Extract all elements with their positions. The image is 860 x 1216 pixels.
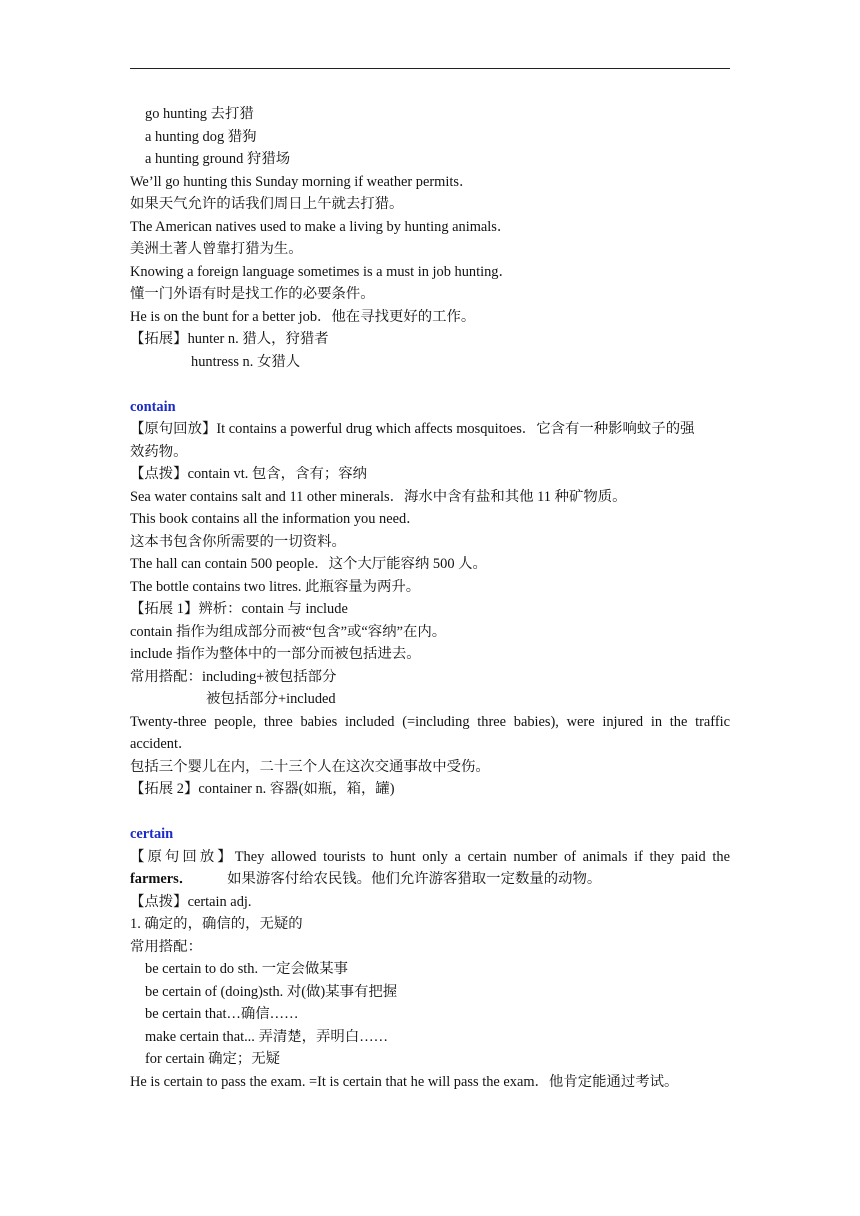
example-sentence: This book contains all the information you need． [130, 511, 421, 527]
collocation-label: 常用搭配： [130, 938, 202, 955]
example-sentence: Knowing a foreign language sometimes is a must in job hunting． [130, 263, 513, 280]
explanation-line: include 指作为整体中的一部分而被包括进去。 [130, 646, 421, 662]
header-rule [130, 68, 730, 69]
meaning-line: 1. 确定的，确信的，无疑的 [130, 916, 303, 932]
explanation-line: contain 指作为组成部分而被“包含”或“容纳”在内。 [130, 623, 447, 640]
phrase-line: for certain 确定；无疑 [145, 1051, 281, 1067]
document-body [130, 103, 730, 1093]
collocation-line: 常用搭配：including+被包括部分 [130, 668, 337, 685]
tip-line: 【点拨】contain vt. 包含，含有；容纳 [130, 466, 368, 482]
collocation-line: 被包括部分+included [206, 691, 336, 707]
example-translation: 如果天气允许的话我们周日上午就去打猎。 [130, 196, 404, 212]
extension-line: 【拓展 2】container n. 容器(如瓶，箱，罐) [130, 781, 395, 797]
phrase-line: be certain to do sth. 一定会做某事 [145, 961, 349, 977]
example-sentence: He is certain to pass the exam. =It is certain that he will pass the exam．他肯定能通过考试。 [130, 1073, 679, 1090]
entry-heading-contain: contain [130, 398, 176, 415]
example-translation: 美洲土著人曾靠打猎为生。 [130, 241, 303, 257]
section-gap [130, 373, 730, 396]
example-sentence: Twenty-three people, three babies included (=including three babies), were injured in the traffic [130, 713, 730, 730]
example-translation: 这本书包含你所需要的一切资料。 [130, 533, 346, 550]
tip-line: 【点拨】certain adj. [130, 893, 252, 910]
phrase-line: be certain of (doing)sth. 对(做)某事有把握 [145, 983, 398, 1000]
example-translation: 懂一门外语有时是找工作的必要条件。 [130, 286, 375, 302]
original-sentence-cont: 效药物。 [130, 443, 188, 460]
extension-line: huntress n. 女猎人 [191, 353, 301, 370]
example-sentence: The hall can contain 500 people．这个大厅能容纳 500 人。 [130, 556, 487, 572]
original-sentence: 【原句回放】It contains a powerful drug which affects mosquitoes．它含有一种影响蚊子的强 [130, 421, 695, 437]
phrase-line: make certain that... 弄清楚，弄明白…… [145, 1028, 388, 1045]
original-sentence: 【原句回放】They allowed tourists to hunt only a certain number of animals if they paid the [130, 848, 730, 865]
original-sentence-cont [130, 868, 730, 891]
example-sentence: We’ll go hunting this Sunday morning if weather permits． [130, 173, 474, 190]
section-gap [130, 801, 730, 824]
bold-word: farmers． [130, 871, 194, 887]
extension-line: 【拓展 1】辨析：contain 与 include [130, 601, 348, 617]
example-translation: 包括三个婴儿在内，二十三个人在这次交通事故中受伤。 [130, 758, 490, 775]
phrase-line: a hunting dog 猎狗 [145, 128, 257, 145]
example-sentence-cont: accident． [130, 736, 193, 752]
phrase-line: a hunting ground 狩猎场 [145, 151, 291, 167]
extension-line: 【拓展】hunter n. 猎人，狩猎者 [130, 331, 329, 347]
phrase-line: be certain that…确信…… [145, 1006, 299, 1022]
phrase-line: go hunting 去打猎 [145, 106, 254, 122]
example-sentence: He is on the bunt for a better job．他在寻找更好的工作。 [130, 308, 476, 325]
example-sentence: Sea water contains salt and 11 other minerals．海水中含有盐和其他 11 种矿物质。 [130, 488, 627, 505]
example-sentence: The bottle contains two litres. 此瓶容量为两升。 [130, 578, 421, 595]
original-translation: 如果游客付给农民钱。他们允许游客猎取一定数量的动物。 [227, 871, 602, 887]
example-sentence: The American natives used to make a living by hunting animals． [130, 218, 512, 235]
entry-heading-certain: certain [130, 826, 174, 842]
